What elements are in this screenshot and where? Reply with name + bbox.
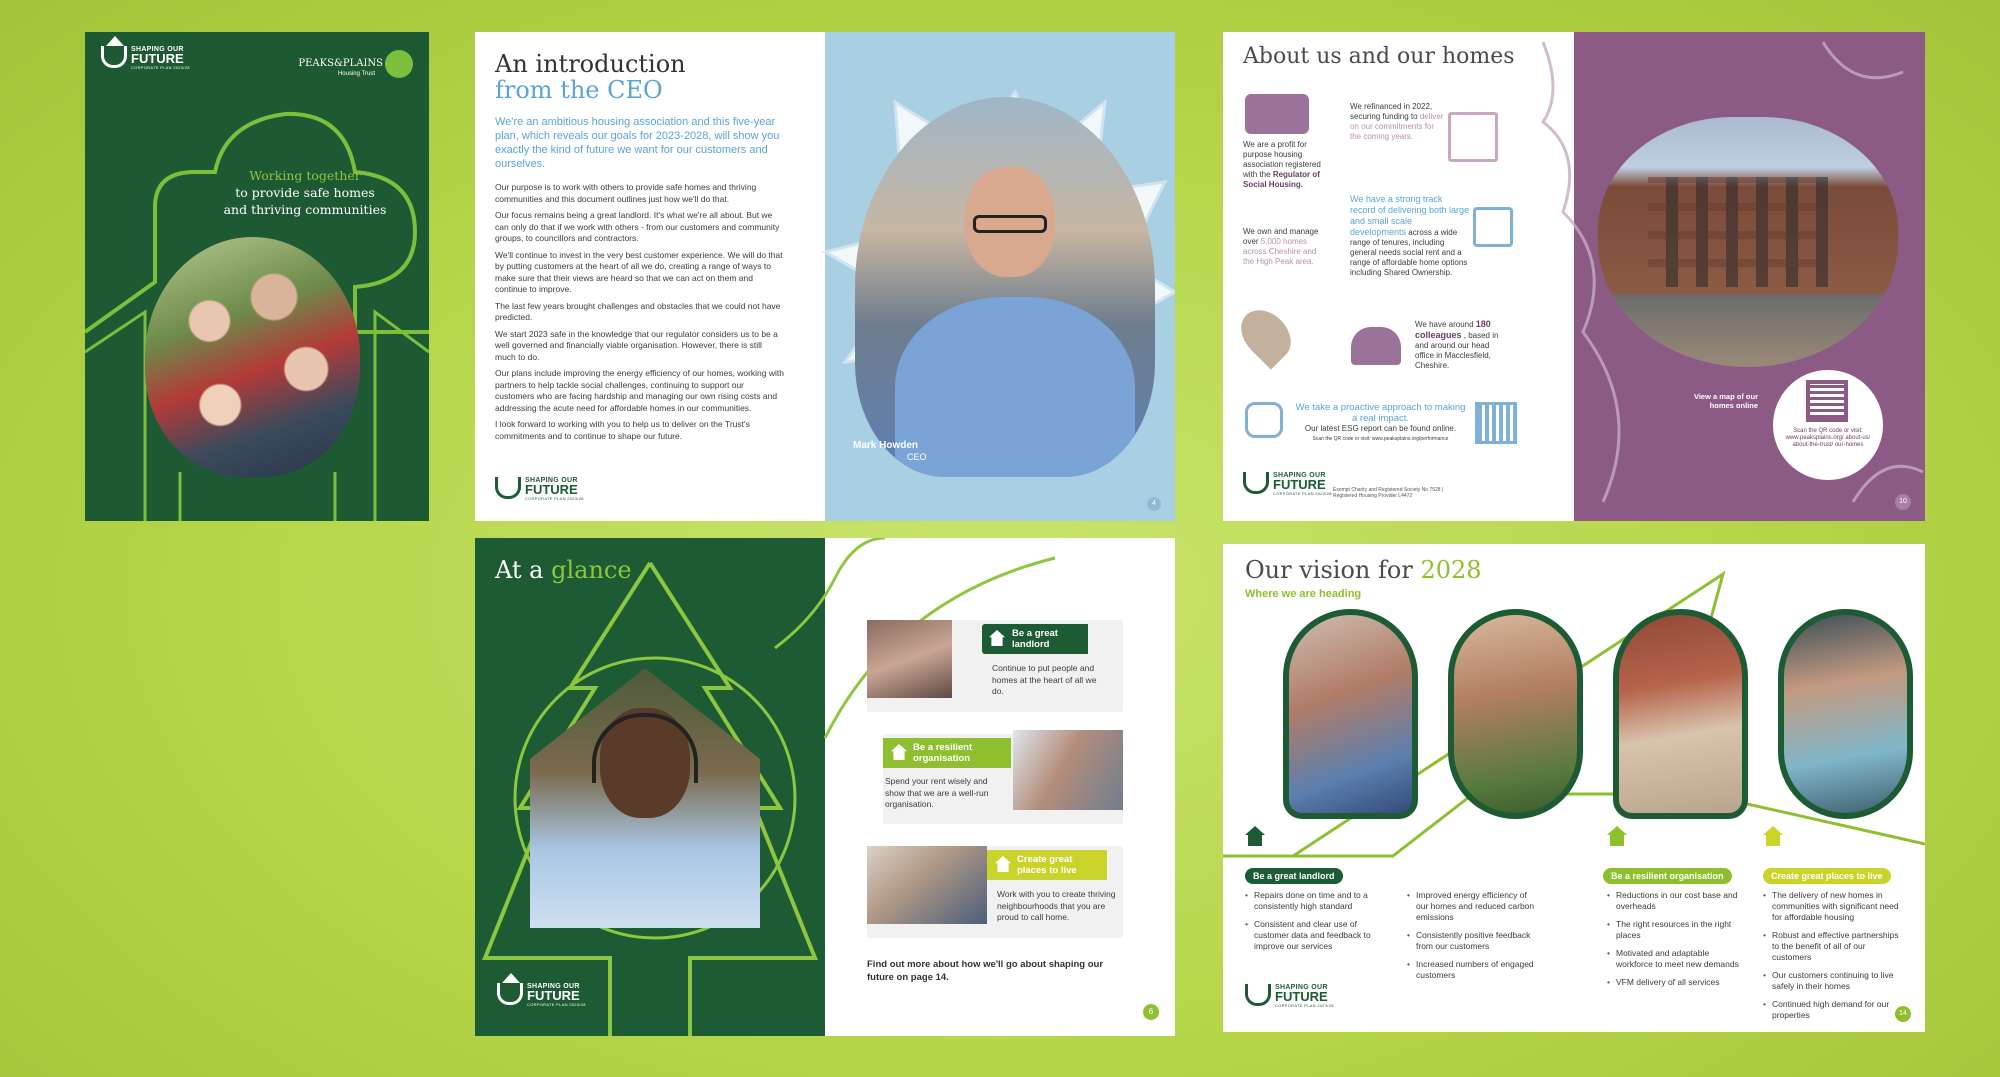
about-b1-bold: Regulator of Social Housing. — [1243, 170, 1320, 189]
logo-big-text: FUTURE — [1275, 989, 1328, 1004]
logo-sub-text: CORPORATE PLAN 2023/28 — [1275, 1003, 1334, 1008]
ceo-para-4: The last few years brought challenges and obstacles that we could not have predicted. — [495, 300, 781, 322]
vision-big-text — [1283, 802, 1913, 803]
ceo-lead: We're an ambitious housing association and this five-year plan, which reveals our goals for 2023-2028, will show you exactly the kind of future we want for our customers and ourselves. — [495, 116, 780, 170]
ceo-para-6: Our plans include improving the energy efficiency of our homes, working with partners to help tackle social challenges, continuing to support our customers who are facing hardship and managing our own rising costs and addressing the acute need for affordable homes in our communities. — [495, 368, 784, 413]
glance-spread — [475, 538, 1175, 1036]
ceo-glasses — [973, 215, 1047, 233]
vision-pill-resilient: Be a resilient organisation — [1603, 868, 1732, 884]
about-b6-hl: We take a proactive approach to making a real impact. — [1295, 402, 1466, 424]
glance-page-number: 6 — [1143, 1004, 1159, 1020]
buildings-icon — [1448, 112, 1498, 162]
brand-leaf-icon — [385, 50, 413, 78]
vision-spread — [1223, 544, 1925, 1032]
card-title-landlord: Be a great landlord — [1012, 628, 1058, 650]
list-item: • Continued high demand for our properties — [1763, 999, 1903, 1021]
ceo-para-1: Our purpose is to work with others to provide safe homes and thriving communities and this document outlines just how we'll do that. — [495, 182, 757, 204]
card-photo-places — [867, 846, 987, 924]
logo-big-text: FUTURE — [1273, 477, 1326, 492]
card-title-places: Create great places to live — [1017, 854, 1077, 876]
homes-photo-heart — [1598, 117, 1898, 367]
logo-sub-text: CORPORATE PLAN 2023/28 — [131, 65, 190, 70]
logo-sub-text: CORPORATE PLAN 2023/28 — [525, 496, 584, 501]
family-photo — [145, 237, 360, 477]
glance-title-1: At a — [495, 556, 552, 584]
house-logo-icon — [101, 46, 127, 68]
vision-page-number: 14 — [1895, 1006, 1911, 1022]
about-b6-small: Scan the QR code or visit: www.peaksplains.org/performance — [1312, 436, 1449, 442]
about-b2-hl: deliver on our commitments for the coming years. — [1350, 112, 1444, 141]
ceo-title-1: An introduction — [495, 50, 686, 78]
card-text-places: Work with you to create thriving neighbourhoods that you are proud to call home. — [997, 889, 1116, 922]
card-text-landlord: Continue to put people and homes at the heart of all we do. — [992, 663, 1097, 696]
vision-logo — [1245, 984, 1334, 1008]
glance-title-2: glance — [551, 556, 632, 584]
ceo-photo-circle — [855, 97, 1155, 477]
list-item: • The right resources in the right places — [1607, 919, 1747, 941]
ceo-role: CEO — [907, 452, 927, 462]
vision-list-3 — [1607, 890, 1747, 995]
list-item: • Repairs done on time and to a consistently high standard — [1245, 890, 1375, 912]
house-logo-icon — [1245, 984, 1271, 1006]
about-block-2 — [1350, 102, 1445, 142]
about-b6-post: Our latest ESG report can be found online. — [1304, 424, 1457, 433]
about-b4-post: across a wide range of tenures, including general needs social rent and a range of affordable home options including Shared Ownership. — [1350, 228, 1468, 277]
logo-big-text: FUTURE — [527, 988, 580, 1003]
card-title-resilient: Be a resilient organisation — [913, 742, 973, 764]
brand-sub: Housing Trust — [337, 71, 375, 77]
ceo-logo — [495, 477, 584, 501]
homes-map-qr-card[interactable] — [1773, 370, 1883, 480]
ceo-para-2: Our focus remains being a great landlord. It's what we're all about. But we can only do that if we work with others - from our customers and community groups, to councillors and contractors. — [495, 210, 780, 243]
about-b3-pre: We own and manage over — [1243, 227, 1319, 246]
logo-big-text: FUTURE — [525, 482, 578, 497]
ceo-spread — [475, 32, 1175, 521]
vision-title-2: 2028 — [1420, 556, 1482, 584]
list-item: • VFM delivery of all services — [1607, 977, 1747, 988]
card-photo-resilient — [1013, 730, 1123, 810]
ceo-para-5: We start 2023 safe in the knowledge that our regulator considers us to be a well governed and financially viable organisation. However, there is still much to do. — [495, 328, 778, 362]
glance-title — [495, 556, 632, 584]
headset-icon — [592, 713, 698, 783]
list-item: • The delivery of new homes in communities with significant need for affordable housing — [1763, 890, 1903, 923]
list-item: • Robust and effective partnerships to the benefit of all of our customers — [1763, 930, 1903, 963]
people-house-icon — [1245, 94, 1309, 134]
vision-pill-landlord: Be a great landlord — [1245, 868, 1343, 884]
logo-small-text: SHAPING OUR — [1273, 472, 1326, 479]
list-item: • Consistently positive feedback from our customers — [1407, 930, 1537, 952]
vision-list-4 — [1763, 890, 1903, 1028]
cover-line-1: Working together — [249, 168, 361, 183]
qr-text: Scan the QR code or visit: www.peaksplains.org/ about-us/ about-the-trust/ our-homes — [1785, 428, 1871, 448]
map-label: View a map of our homes online — [1693, 392, 1758, 410]
ceo-para-3: We'll continue to invest in the very best customer experience. We will do that by putting customers at the heart of all we do, creating a range of ways to make sure that their views are heard so that we can act on them and continue to improve. — [495, 249, 783, 294]
about-page-number: 10 — [1895, 494, 1911, 510]
about-b5-post: , based in and around our head office in Macclesfield, Cheshire. — [1415, 331, 1499, 370]
about-block-3 — [1243, 227, 1328, 267]
calendar-check-icon — [1473, 207, 1513, 247]
glance-card-landlord[interactable] — [867, 620, 1123, 712]
logo-small-text: SHAPING OUR — [1275, 984, 1328, 991]
logo-sub-text: CORPORATE PLAN 2023/28 — [527, 1002, 586, 1007]
logo-small-text: SHAPING OUR — [527, 983, 580, 990]
esg-qr-code[interactable] — [1475, 402, 1517, 444]
ceo-page-number: 4 — [1147, 497, 1161, 511]
about-block-5 — [1415, 319, 1510, 371]
about-block-6 — [1293, 402, 1468, 444]
list-item: • Increased numbers of engaged customers — [1407, 959, 1537, 981]
cover-logo — [101, 46, 190, 70]
cover-tagline — [205, 167, 405, 218]
about-block-1 — [1243, 140, 1328, 190]
vision-pill-places: Create great places to live — [1763, 868, 1891, 884]
about-b4-hl: We have a strong track record of delivering both large and small scale developments — [1350, 194, 1470, 237]
vision-title-1: Our vision for — [1245, 556, 1421, 584]
about-footer: Exempt Charity and Registered Society No 7528 | Registered Housing Provider L4472 — [1333, 487, 1444, 499]
house-logo-icon — [1243, 472, 1269, 494]
digit-photo-2 — [1448, 609, 1583, 819]
glance-find-more: Find out more about how we'll go about shaping our future on page 14. — [867, 959, 1104, 983]
qr-code-icon — [1806, 380, 1848, 422]
list-item: • Improved energy efficiency of our homes and reduced carbon emissions — [1407, 890, 1537, 923]
house-logo-icon — [495, 477, 521, 499]
list-item: • Our customers continuing to live safely in their homes — [1763, 970, 1903, 992]
list-item: • Reductions in our cost base and overheads — [1607, 890, 1747, 912]
ceo-shirt — [895, 297, 1135, 477]
logo-small-text: SHAPING OUR — [131, 46, 184, 53]
digit-photo-1 — [1283, 609, 1418, 819]
ceo-name: Mark Howden — [853, 440, 919, 451]
ceo-body — [495, 182, 785, 442]
cover-line-2: to provide safe homes — [235, 185, 375, 200]
vision-list-1 — [1245, 890, 1375, 959]
colleagues-icon — [1351, 327, 1401, 365]
card-photo-landlord — [867, 620, 952, 698]
glance-logo — [497, 983, 586, 1007]
list-item: • Motivated and adaptable workforce to meet new demands — [1607, 948, 1747, 970]
ceo-title-2: from the CEO — [495, 76, 663, 104]
about-title: About us and our homes — [1243, 44, 1515, 69]
list-item: • Consistent and clear use of customer data and feedback to improve our services — [1245, 919, 1375, 952]
heart-hands-icon — [1245, 402, 1283, 438]
glance-card-places[interactable] — [867, 846, 1123, 938]
about-b3-hl: 5,000 homes across Cheshire and the High Peak area. — [1243, 237, 1317, 266]
logo-sub-text: CORPORATE PLAN 2023/28 — [1273, 491, 1332, 496]
vision-sub: Where we are heading — [1245, 588, 1362, 600]
cover-page — [85, 32, 429, 521]
brand-name: PEAKS&PLAINS — [298, 58, 383, 69]
building-windows — [1648, 177, 1828, 287]
about-b1-pre: We are a profit for purpose housing association registered with the — [1243, 140, 1321, 179]
glance-card-resilient[interactable] — [883, 734, 1123, 824]
logo-big-text: FUTURE — [131, 51, 184, 66]
cover-line-3: and thriving communities — [223, 202, 387, 217]
location-pin-icon — [1231, 300, 1300, 369]
about-block-4 — [1350, 194, 1470, 278]
digit-photo-3 — [1613, 609, 1748, 819]
about-logo — [1243, 472, 1332, 496]
about-spread — [1223, 32, 1925, 521]
about-b5-bold: 180 colleagues — [1415, 319, 1491, 340]
vision-list-2 — [1407, 890, 1537, 988]
digit-photo-4 — [1778, 609, 1913, 819]
about-b2-pre: We refinanced in 2022, securing funding to — [1350, 102, 1433, 121]
house-logo-icon — [497, 983, 523, 1005]
ceo-para-7: I look forward to working with you to help us to deliver on the Trust's commitments and to continue to shape our future. — [495, 419, 750, 441]
card-text-resilient: Spend your rent wisely and show that we are a well-run organisation. — [885, 776, 989, 809]
logo-small-text: SHAPING OUR — [525, 477, 578, 484]
about-b5-pre: We have around — [1415, 320, 1474, 329]
